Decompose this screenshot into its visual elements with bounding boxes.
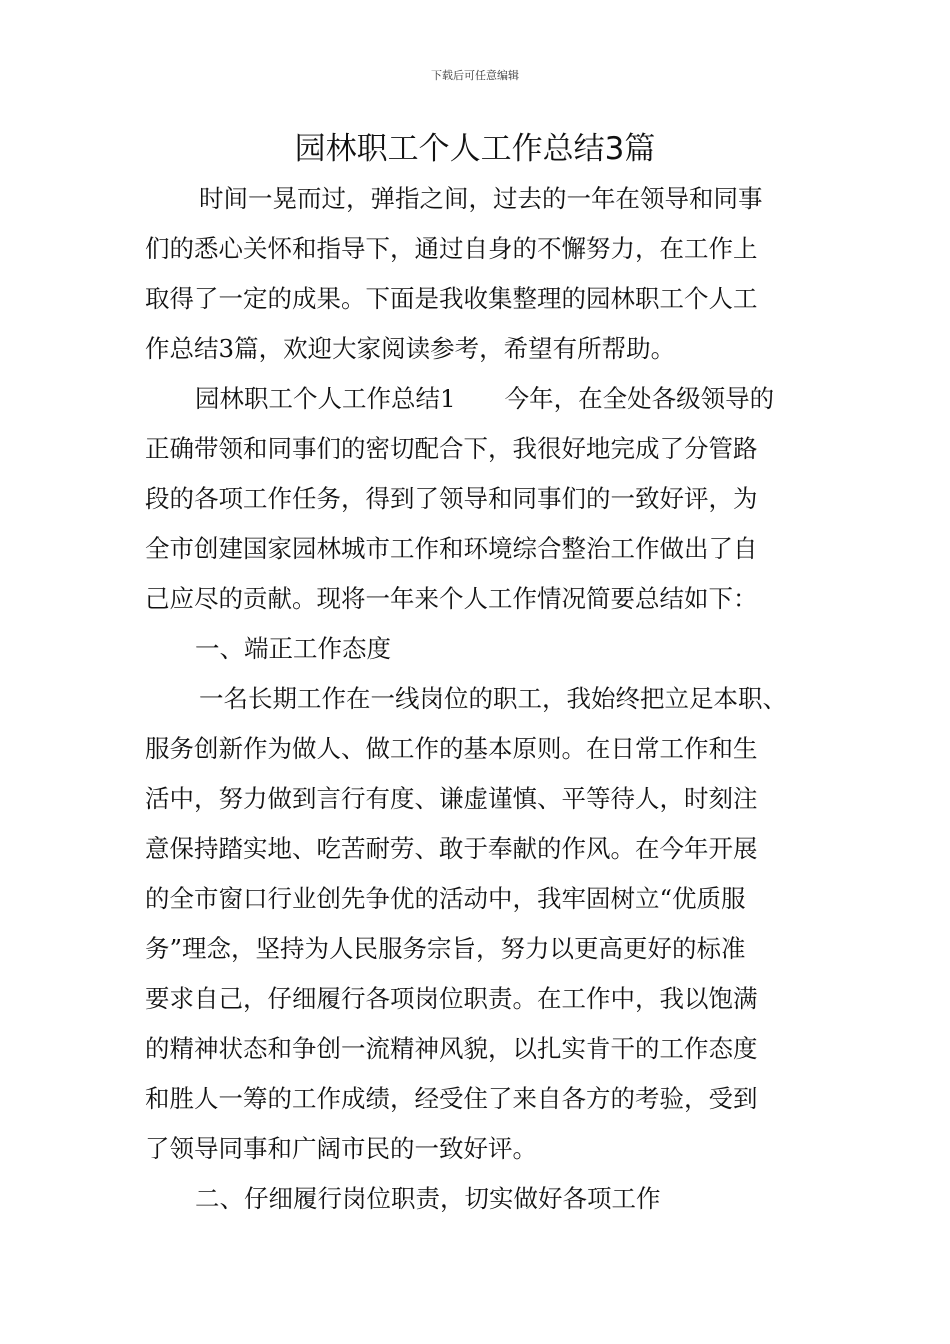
body-line: 一名长期工作在一线岗位的职工，我始终把立足本职、: [199, 684, 787, 713]
body-line: 和胜人一筹的工作成绩，经受住了来自各方的考验，受到: [145, 1084, 758, 1113]
body-line: 正确带领和同事们的密切配合下，我很好地完成了分管路: [145, 434, 758, 463]
body-line: 务”理念，坚持为人民服务宗旨，努力以更高更好的标准: [145, 934, 746, 963]
body-line: 园林职工个人工作总结1 今年，在全处各级领导的: [195, 384, 775, 413]
section-heading: 一、端正工作态度: [195, 634, 391, 663]
body-line: 时间一晃而过，弹指之间，过去的一年在领导和同事: [199, 184, 763, 213]
body-line: 作总结3篇，欢迎大家阅读参考，希望有所帮助。: [145, 334, 676, 363]
body-line: 取得了一定的成果。下面是我收集整理的园林职工个人工: [145, 284, 758, 313]
body-line: 活中，努力做到言行有度、谦虚谨慎、平等待人，时刻注: [145, 784, 758, 813]
section-heading: 二、仔细履行岗位职责，切实做好各项工作: [195, 1184, 661, 1213]
document-body: [145, 174, 817, 1224]
header-note: 下载后可任意编辑: [431, 69, 519, 82]
body-line: 服务创新作为做人、做工作的基本原则。在日常工作和生: [145, 734, 758, 763]
body-line: 们的悉心关怀和指导下，通过自身的不懈努力，在工作上: [145, 234, 758, 263]
body-line: 意保持踏实地、吃苦耐劳、敢于奉献的作风。在今年开展: [145, 834, 758, 863]
body-line: 要求自己，仔细履行各项岗位职责。在工作中，我以饱满: [145, 984, 758, 1013]
body-line: 了领导同事和广阔市民的一致好评。: [145, 1134, 537, 1163]
body-line: 段的各项工作任务，得到了领导和同事们的一致好评，为: [145, 484, 758, 513]
body-line: 己应尽的贡献。现将一年来个人工作情况简要总结如下：: [145, 584, 758, 613]
document-title: 园林职工个人工作总结3篇: [294, 131, 656, 167]
body-line: 的全市窗口行业创先争优的活动中，我牢固树立“优质服: [145, 884, 746, 913]
body-line: 全市创建国家园林城市工作和环境综合整治工作做出了自: [145, 534, 758, 563]
body-line: 的精神状态和争创一流精神风貌，以扎实肯干的工作态度: [145, 1034, 758, 1063]
